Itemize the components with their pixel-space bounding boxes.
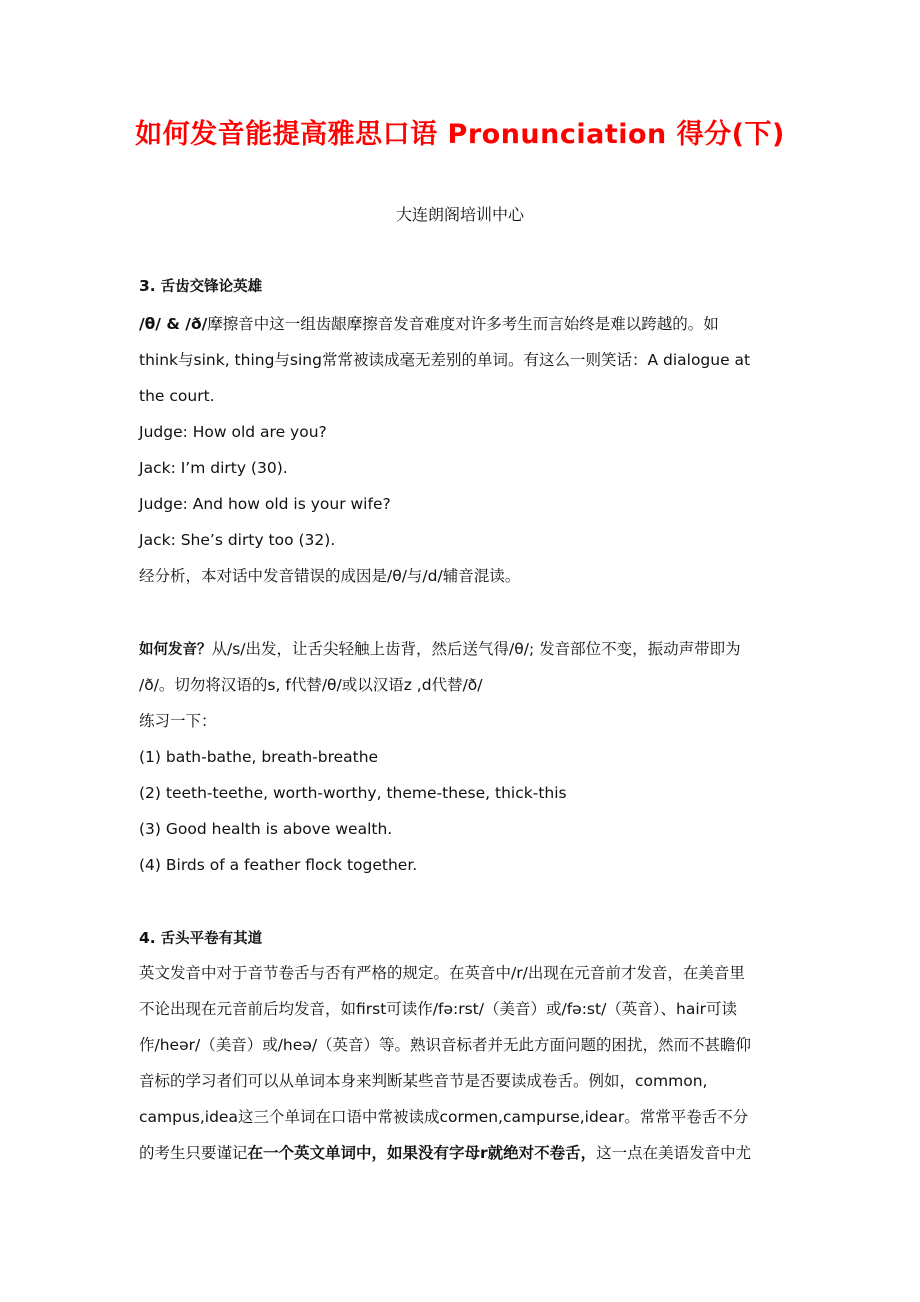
paragraph-line: 音标的学习者们可以从单词本身来判断某些音节是否要读成卷舌。例如，common,	[139, 1072, 708, 1090]
section-3-number: 3.	[139, 277, 156, 295]
paragraph-line	[139, 312, 719, 336]
dialogue-line: Judge: And how old is your wife?	[139, 495, 391, 513]
paragraph-text: 这一点在美语发音中尤	[596, 1144, 752, 1162]
practice-item: (4) Birds of a feather flock together.	[139, 856, 418, 874]
emphasis-text: 在一个英文单词中，如果没有字母r就绝对不卷舌，	[247, 1144, 597, 1162]
paragraph-line	[139, 1141, 751, 1165]
section-3-title: 舌齿交锋论英雄	[160, 279, 263, 295]
section-4-title: 舌头平卷有其道	[160, 931, 263, 947]
paragraph-line: 作/heər/（美音）或/heə/（英音）等。熟识音标者并无此方面问题的困扰，然而不甚瞻仰	[139, 1036, 752, 1054]
how-text: 从/s/出发，让舌尖轻触上齿背，然后送气得/θ/; 发音部位不变，振动声带即为	[211, 640, 741, 658]
practice-item: (2) teeth-teethe, worth-worthy, theme-these, thick-this	[139, 784, 567, 802]
section-4-heading	[139, 926, 262, 951]
document-subtitle: 大连朗阁培训中心	[395, 205, 524, 224]
paragraph-line: the court.	[139, 387, 215, 405]
section-4-number: 4.	[139, 929, 156, 947]
paragraph-text: 的考生只要谨记	[139, 1144, 248, 1162]
dialogue-line: Judge: How old are you?	[139, 423, 327, 441]
practice-item: (1) bath-bathe, breath-breathe	[139, 748, 379, 766]
paragraph-line: campus,idea这三个单词在口语中常被读成cormen,campurse,idear。常常平卷舌不分	[139, 1108, 749, 1126]
dialogue-line: Jack: She’s dirty too (32).	[139, 531, 336, 549]
practice-label: 练习一下：	[139, 712, 217, 730]
practice-item: (3) Good health is above wealth.	[139, 820, 393, 838]
dialogue-line: Jack: I’m dirty (30).	[139, 459, 288, 477]
how-label: 如何发音？	[139, 642, 212, 658]
paragraph-line: 不论出现在元音前后均发音，如first可读作/fə:rst/（美音）或/fə:st/（英音）、hair可读	[139, 1000, 738, 1018]
how-to-pronounce	[139, 637, 741, 662]
paragraph-line: think与sink, thing与sing常常被读成毫无差别的单词。有这么一则笑话：A dialogue at	[139, 351, 751, 369]
paragraph-text: 摩擦音中这一组齿龈摩擦音发音难度对许多考生而言始终是难以跨越的。如	[207, 315, 719, 333]
document-title: 如何发音能提高雅思口语 Pronunciation 得分(下)	[135, 119, 785, 150]
analysis-line: 经分析，本对话中发音错误的成因是/θ/与/d/辅音混读。	[139, 567, 521, 585]
paragraph-line: /ð/。切勿将汉语的s, f代替/θ/或以汉语z ,d代替/ð/	[139, 676, 483, 694]
phonetic-symbols: /θ/ & /ð/	[139, 315, 208, 333]
paragraph-line: 英文发音中对于音节卷舌与否有严格的规定。在英音中/r/出现在元音前才发音，在美音里	[139, 964, 745, 982]
section-3-heading	[139, 274, 262, 299]
